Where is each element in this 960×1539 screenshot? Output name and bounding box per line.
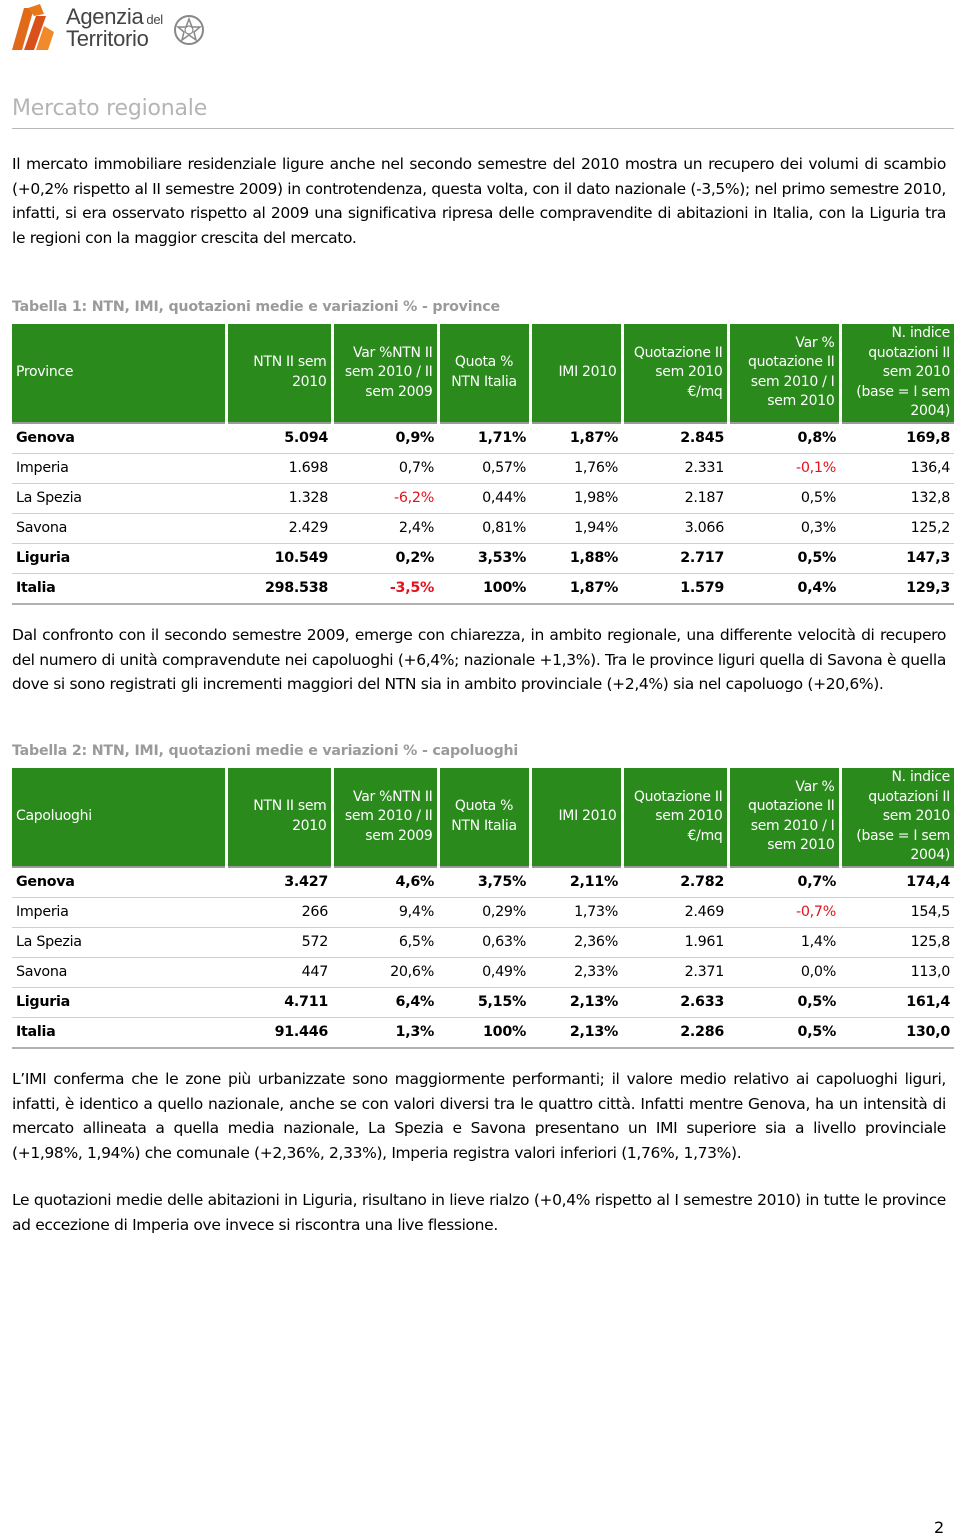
cell: 0,3% <box>728 513 840 543</box>
cell: 0,5% <box>728 543 840 573</box>
cell: 3,53% <box>438 543 530 573</box>
cell: 0,5% <box>728 987 840 1017</box>
cell: 1,73% <box>530 897 622 927</box>
cell: 2.782 <box>622 867 728 898</box>
table-row <box>12 927 954 957</box>
cell: 2.187 <box>622 483 728 513</box>
row-label: La Spezia <box>12 927 226 957</box>
table-row <box>12 957 954 987</box>
table-row <box>12 483 954 513</box>
cell: 572 <box>226 927 332 957</box>
table-row <box>12 453 954 483</box>
cell: 100% <box>438 1017 530 1048</box>
table-row <box>12 897 954 927</box>
cell: 2,33% <box>530 957 622 987</box>
cell: 130,0 <box>840 1017 954 1048</box>
cell: 3.066 <box>622 513 728 543</box>
cell: 9,4% <box>332 897 438 927</box>
comparison-paragraph: Dal confronto con il secondo semestre 2009, emerge con chiarezza, in ambito regionale, una differente velocità di recupero del numero di unità compravendute nei capoluoghi (+6,4%; nazionale +1,3%). Tra le province liguri quella di Savona è quella dove si sono registrati gli incrementi maggiori del NTN sia in ambito provinciale (+2,4%) sia nel capoluogo (+20,6%). <box>12 626 946 693</box>
table-row <box>12 573 954 604</box>
cell: 0,44% <box>438 483 530 513</box>
imi-paragraph: L’IMI conferma che le zone più urbanizzate sono maggiormente performanti; il valore medio relativo ai capoluoghi liguri, infatti, è identico a quello nazionale, anche se con valori diversi tra le quattro città. Infatti mentre Genova, ha un intensità di mercato allineata a quella media nazionale, La Spezia e Savona presentano un IMI superiore sia a livello provinciale (+1,98%, 1,94%) che comunale (+2,36%, 2,33%), Imperia registra valori inferiori (1,76%, 1,73%). <box>12 1070 946 1162</box>
cell: 1.961 <box>622 927 728 957</box>
cell: 0,49% <box>438 957 530 987</box>
cell: -0,7% <box>728 897 840 927</box>
col-header-imi: IMI 2010 <box>530 324 622 423</box>
cell: 2.845 <box>622 423 728 454</box>
cell: 0,5% <box>728 483 840 513</box>
table-row <box>12 423 954 454</box>
cell: 6,5% <box>332 927 438 957</box>
cell: 266 <box>226 897 332 927</box>
cell: -0,1% <box>728 453 840 483</box>
intro-paragraph: Il mercato immobiliare residenziale ligure anche nel secondo semestre del 2010 mostra un recupero dei volumi di scambio (+0,2% rispetto al II semestre 2009) in controtendenza, questa volta, con il dato nazionale (-3,5%); nel primo semestre 2010, infatti, si era osservato rispetto al 2009 una significativa ripresa delle compravendite di abitazioni in Italia, con la Liguria tra le regioni con la maggior crescita del mercato. <box>12 155 946 247</box>
row-label: La Spezia <box>12 483 226 513</box>
table-row <box>12 543 954 573</box>
table-row <box>12 1017 954 1048</box>
logo-text-del: del <box>146 12 163 27</box>
col-header-ntn: NTN II sem 2010 <box>226 324 332 423</box>
cell: 1,3% <box>332 1017 438 1048</box>
cell: 2,4% <box>332 513 438 543</box>
cell: 2.633 <box>622 987 728 1017</box>
section-divider <box>12 128 954 129</box>
row-label: Liguria <box>12 543 226 573</box>
cell: 2,13% <box>530 1017 622 1048</box>
republic-emblem-icon <box>172 10 206 50</box>
cell: 298.538 <box>226 573 332 604</box>
cell: 113,0 <box>840 957 954 987</box>
cell: 5.094 <box>226 423 332 454</box>
logo-text-line1: Agenzia <box>66 4 144 29</box>
cell: 1.328 <box>226 483 332 513</box>
col-header-quota: Quota % NTN Italia <box>438 324 530 423</box>
cell: 174,4 <box>840 867 954 898</box>
page-number: 2 <box>934 1518 945 1537</box>
col-header-province: Province <box>12 324 226 423</box>
cell: 0,57% <box>438 453 530 483</box>
cell: 1.698 <box>226 453 332 483</box>
cell: 129,3 <box>840 573 954 604</box>
cell: 2,11% <box>530 867 622 898</box>
cell: 0,0% <box>728 957 840 987</box>
col-header-var-ntn: Var %NTN II sem 2010 / II sem 2009 <box>332 324 438 423</box>
row-label: Savona <box>12 957 226 987</box>
cell: 3,75% <box>438 867 530 898</box>
cell: 0,4% <box>728 573 840 604</box>
cell: 6,4% <box>332 987 438 1017</box>
row-label: Imperia <box>12 897 226 927</box>
col-header-capoluoghi: Capoluoghi <box>12 768 226 867</box>
row-label: Genova <box>12 423 226 454</box>
cell: 0,7% <box>332 453 438 483</box>
agency-logo <box>10 2 210 54</box>
section-title: Mercato regionale <box>12 96 208 121</box>
row-label: Italia <box>12 573 226 604</box>
cell: 20,6% <box>332 957 438 987</box>
cell: 0,9% <box>332 423 438 454</box>
row-label: Genova <box>12 867 226 898</box>
logo-text-line2: Territorio <box>66 26 149 51</box>
table-row <box>12 867 954 898</box>
cell: 447 <box>226 957 332 987</box>
cell: 169,8 <box>840 423 954 454</box>
cell: 2.331 <box>622 453 728 483</box>
cell: 125,8 <box>840 927 954 957</box>
cell: 2.286 <box>622 1017 728 1048</box>
cell: 2,36% <box>530 927 622 957</box>
cell: 0,29% <box>438 897 530 927</box>
cell: 4.711 <box>226 987 332 1017</box>
cell: 1,98% <box>530 483 622 513</box>
col-header-var-quotazione: Var % quotazione II sem 2010 / I sem 2010 <box>728 768 840 867</box>
cell: 4,6% <box>332 867 438 898</box>
col-header-indice: N. indice quotazioni II sem 2010 (base = I sem 2004) <box>840 324 954 423</box>
cell: 100% <box>438 573 530 604</box>
cell: -6,2% <box>332 483 438 513</box>
col-header-indice: N. indice quotazioni II sem 2010 (base = I sem 2004) <box>840 768 954 867</box>
cell: 1,94% <box>530 513 622 543</box>
cell: 0,5% <box>728 1017 840 1048</box>
row-label: Savona <box>12 513 226 543</box>
col-header-var-ntn: Var %NTN II sem 2010 / II sem 2009 <box>332 768 438 867</box>
cell: 136,4 <box>840 453 954 483</box>
cell: 0,8% <box>728 423 840 454</box>
cell: 147,3 <box>840 543 954 573</box>
cell: 10.549 <box>226 543 332 573</box>
cell: 1,87% <box>530 423 622 454</box>
cell: 1.579 <box>622 573 728 604</box>
col-header-ntn: NTN II sem 2010 <box>226 768 332 867</box>
logo-mark-icon <box>10 2 56 52</box>
cell: 1,87% <box>530 573 622 604</box>
col-header-imi: IMI 2010 <box>530 768 622 867</box>
cell: 154,5 <box>840 897 954 927</box>
table-row <box>12 513 954 543</box>
table1-caption: Tabella 1: NTN, IMI, quotazioni medie e variazioni % - province <box>12 299 500 315</box>
table-row <box>12 987 954 1017</box>
col-header-var-quotazione: Var % quotazione II sem 2010 / I sem 2010 <box>728 324 840 423</box>
cell: 132,8 <box>840 483 954 513</box>
cell: 0,81% <box>438 513 530 543</box>
row-label: Liguria <box>12 987 226 1017</box>
row-label: Italia <box>12 1017 226 1048</box>
cell: 1,4% <box>728 927 840 957</box>
cell: 91.446 <box>226 1017 332 1048</box>
cell: 5,15% <box>438 987 530 1017</box>
table-province <box>12 324 954 605</box>
cell: 3.427 <box>226 867 332 898</box>
cell: 2.717 <box>622 543 728 573</box>
cell: 0,7% <box>728 867 840 898</box>
table2-caption: Tabella 2: NTN, IMI, quotazioni medie e variazioni % - capoluoghi <box>12 743 519 759</box>
cell: 125,2 <box>840 513 954 543</box>
cell: 2.469 <box>622 897 728 927</box>
col-header-quotazione: Quotazione II sem 2010 €/mq <box>622 768 728 867</box>
row-label: Imperia <box>12 453 226 483</box>
cell: 0,2% <box>332 543 438 573</box>
quotazioni-paragraph: Le quotazioni medie delle abitazioni in Liguria, risultano in lieve rialzo (+0,4% rispetto al I semestre 2010) in tutte le province ad eccezione di Imperia ove invece si riscontra una live flessione. <box>12 1191 946 1234</box>
table-capoluoghi <box>12 768 954 1049</box>
cell: 0,63% <box>438 927 530 957</box>
cell: 2.429 <box>226 513 332 543</box>
cell: 1,71% <box>438 423 530 454</box>
cell: 2.371 <box>622 957 728 987</box>
col-header-quota: Quota % NTN Italia <box>438 768 530 867</box>
cell: -3,5% <box>332 573 438 604</box>
cell: 161,4 <box>840 987 954 1017</box>
cell: 2,13% <box>530 987 622 1017</box>
cell: 1,76% <box>530 453 622 483</box>
cell: 1,88% <box>530 543 622 573</box>
col-header-quotazione: Quotazione II sem 2010 €/mq <box>622 324 728 423</box>
